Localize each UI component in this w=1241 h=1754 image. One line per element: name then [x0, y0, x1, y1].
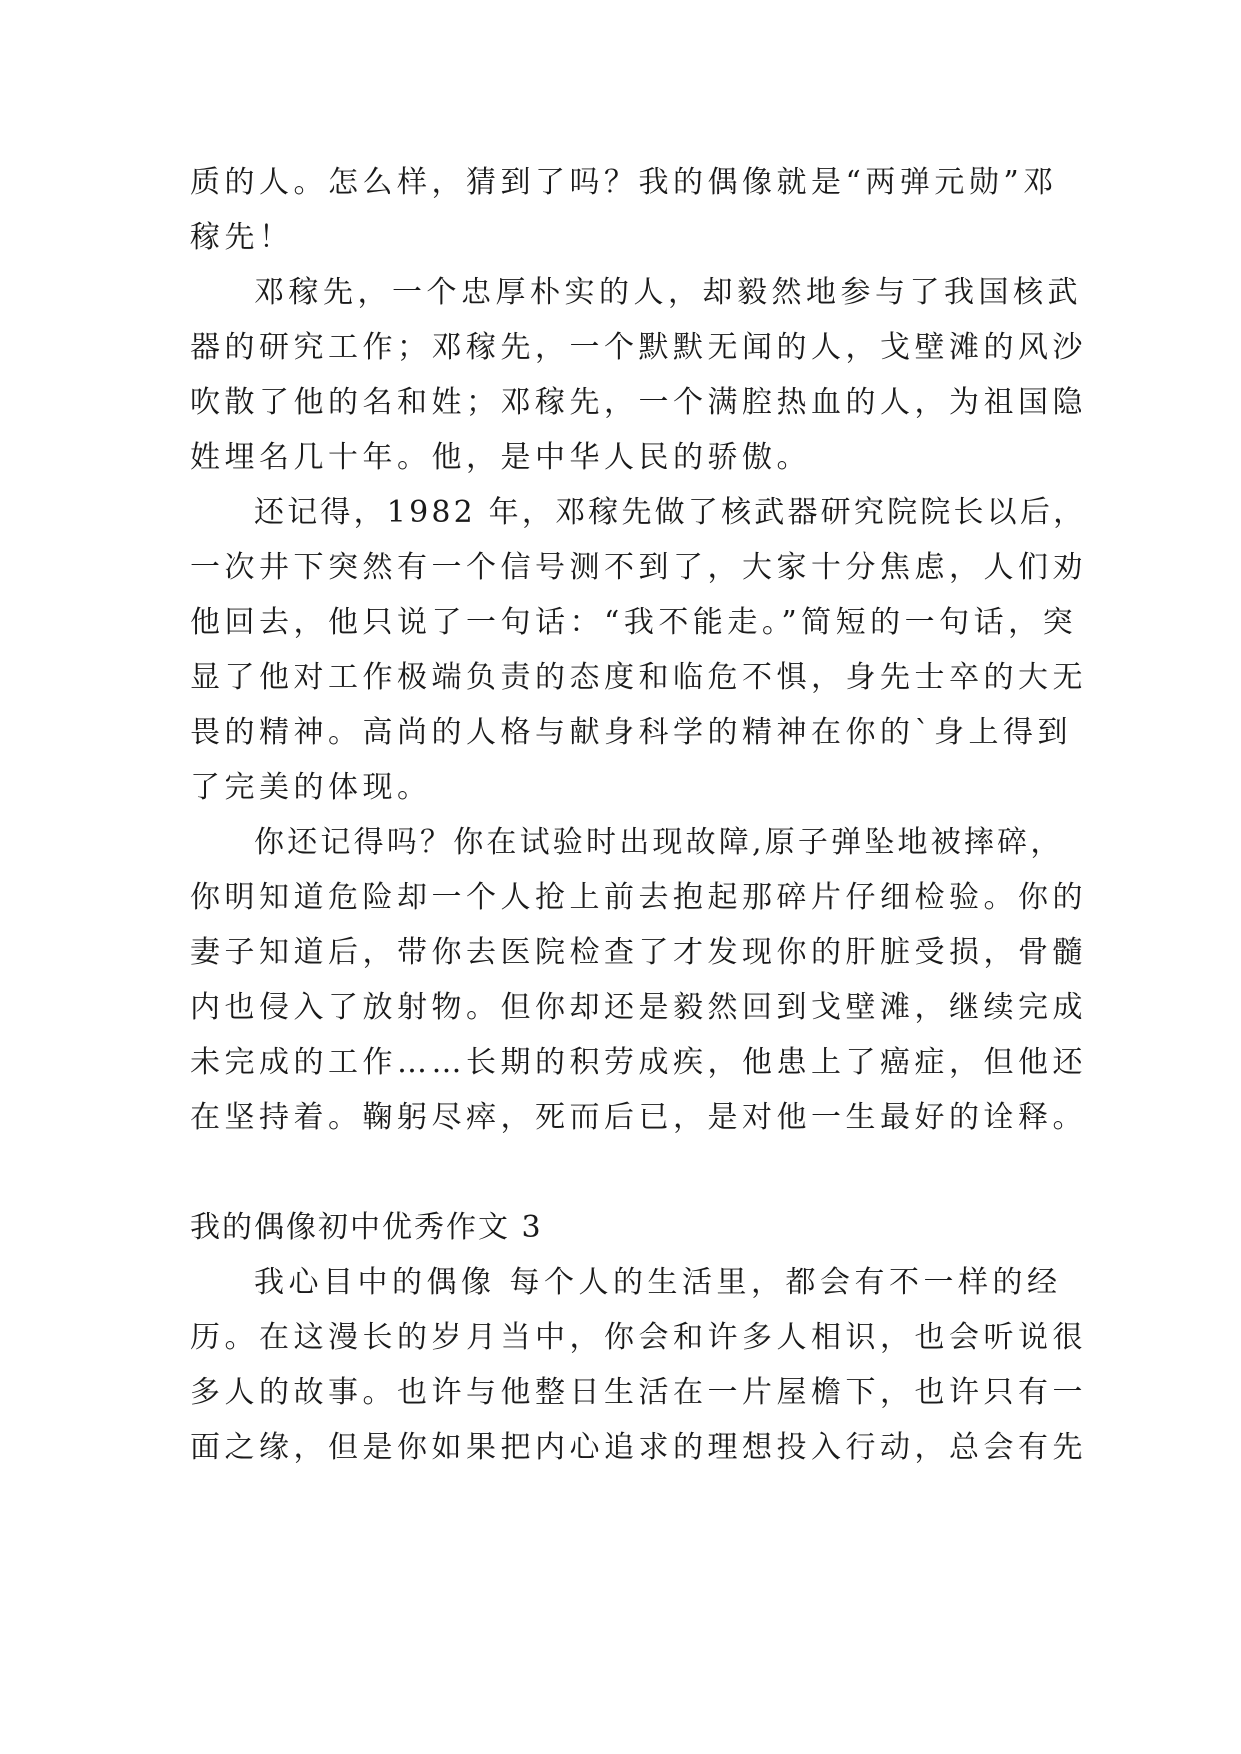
paragraph-start-line: 邓稼先，一个忠厚朴实的人，却毅然地参与了我国核武	[254, 275, 1082, 310]
text-line: 器的研究工作；邓稼先，一个默默无闻的人，戈壁滩的风沙	[190, 330, 1087, 365]
text-line: 畏的精神。高尚的人格与献身科学的精神在你的`身上得到	[190, 715, 1072, 750]
text-line: 稼先！	[190, 220, 294, 255]
text-line: 未完成的工作……长期的积劳成疾，他患上了癌症，但他还	[190, 1045, 1087, 1080]
text-line: 你明知道危险却一个人抢上前去抱起那碎片仔细检验。你的	[190, 880, 1087, 915]
text-line: 显了他对工作极端负责的态度和临危不惧，身先士卒的大无	[190, 660, 1087, 695]
section-heading: 我的偶像初中优秀作文 3	[190, 1210, 543, 1245]
text-line: 在坚持着。鞠躬尽瘁，死而后已，是对他一生最好的诠释。	[190, 1100, 1087, 1135]
paragraph-start-line: 我心目中的偶像 每个人的生活里，都会有不一样的经	[254, 1265, 1062, 1300]
text-line: 质的人。怎么样，猜到了吗？我的偶像就是“两弹元勋”邓	[190, 165, 1058, 200]
text-line: 一次井下突然有一个信号测不到了，大家十分焦虑，人们劝	[190, 550, 1087, 585]
paragraph-start-line: 还记得，1982 年，邓稼先做了核武器研究院院长以后，	[254, 495, 1087, 530]
text-line: 多人的故事。也许与他整日生活在一片屋檐下，也许只有一	[190, 1375, 1087, 1410]
text-line: 妻子知道后，带你去医院检查了才发现你的肝脏受损，骨髓	[190, 935, 1087, 970]
text-line: 历。在这漫长的岁月当中，你会和许多人相识，也会听说很	[190, 1320, 1087, 1355]
text-line: 他回去，他只说了一句话：“我不能走。”简短的一句话，突	[190, 605, 1078, 640]
text-line: 姓埋名几十年。他，是中华人民的骄傲。	[190, 440, 811, 475]
text-line: 了完美的体现。	[190, 770, 432, 805]
text-line: 内也侵入了放射物。但你却还是毅然回到戈壁滩，继续完成	[190, 990, 1087, 1025]
text-line: 面之缘，但是你如果把内心追求的理想投入行动，总会有先	[190, 1430, 1087, 1465]
paragraph-start-line: 你还记得吗？你在试验时出现故障,原子弹坠地被摔碎，	[254, 825, 1064, 860]
text-line: 吹散了他的名和姓；邓稼先，一个满腔热血的人，为祖国隐	[190, 385, 1087, 420]
